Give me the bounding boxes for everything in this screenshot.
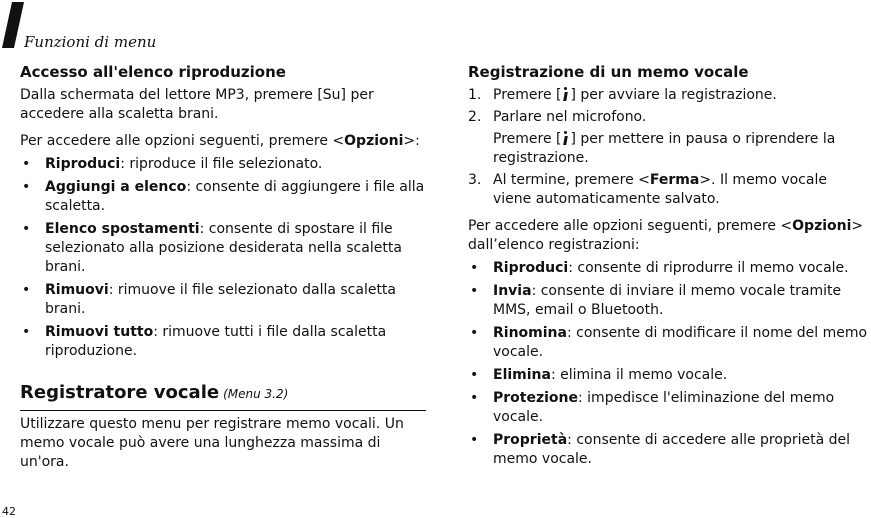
list-item: • Elimina: elimina il memo vocale. xyxy=(468,366,868,385)
list-item: • Proprietà: consente di accedere alle proprietà del memo vocale. xyxy=(468,431,868,469)
left-column xyxy=(20,60,426,472)
list-item: • Rinomina: consente di modificare il nome del memo vocale. xyxy=(468,324,868,362)
list-item: • Protezione: impedisce l'eliminazione del memo vocale. xyxy=(468,389,868,427)
record-options-list xyxy=(468,259,868,469)
step-item: 2. Parlare nel microfono. Premere [ ] per mettere in pausa o riprendere la registrazione. xyxy=(468,108,868,168)
list-item: • Rimuovi tutto: rimuove tutti i file dalla scaletta riproduzione. xyxy=(20,323,426,361)
playlist-options-list xyxy=(20,155,426,361)
list-item: • Elenco spostamenti: consente di spostare il file selezionato alla posizione desiderata nella scaletta brani. xyxy=(20,220,426,277)
list-item: • Riproduci: riproduce il file selezionato. xyxy=(20,155,426,174)
playlist-options-intro: Per accedere alle opzioni seguenti, premere <Opzioni>: xyxy=(20,133,420,149)
record-options-intro: Per accedere alle opzioni seguenti, premere <Opzioni> dall’elenco registrazioni: xyxy=(468,218,864,253)
list-item: • Riproduci: consente di riprodurre il memo vocale. xyxy=(468,259,868,278)
header-mark xyxy=(2,2,24,48)
record-key-icon xyxy=(561,87,570,101)
menu-reference: (Menu 3.2) xyxy=(223,387,289,401)
playlist-heading: Accesso all'elenco riproduzione xyxy=(20,63,286,81)
step-sub-text: Premere [ ] per mettere in pausa o riprendere la registrazione. xyxy=(493,131,836,166)
record-key-icon xyxy=(561,131,570,145)
step-item: 1. Premere [ ] per avviare la registrazione. xyxy=(468,87,777,103)
page-number: 42 xyxy=(2,505,16,518)
right-column xyxy=(468,60,868,469)
list-item: • Aggiungi a elenco: consente di aggiungere i file alla scaletta. xyxy=(20,178,426,216)
playlist-intro: Dalla schermata del lettore MP3, premere [Su] per accedere alla scaletta brani. xyxy=(20,87,374,122)
section-title: Registratore vocale (Menu 3.2) xyxy=(20,381,426,411)
record-steps xyxy=(468,86,868,209)
record-heading: Registrazione di un memo vocale xyxy=(468,63,749,81)
list-item: • Invia: consente di inviare il memo vocale tramite MMS, email o Bluetooth. xyxy=(468,282,868,320)
section-intro: Utilizzare questo menu per registrare memo vocali. Un memo vocale può avere una lunghezza massima di un'ora. xyxy=(20,416,404,470)
header-title: Funzioni di menu xyxy=(24,33,157,51)
step-item: 3. Al termine, premere <Ferma>. Il memo vocale viene automaticamente salvato. xyxy=(468,172,827,207)
list-item: • Rimuovi: rimuove il file selezionato dalla scaletta brani. xyxy=(20,281,426,319)
